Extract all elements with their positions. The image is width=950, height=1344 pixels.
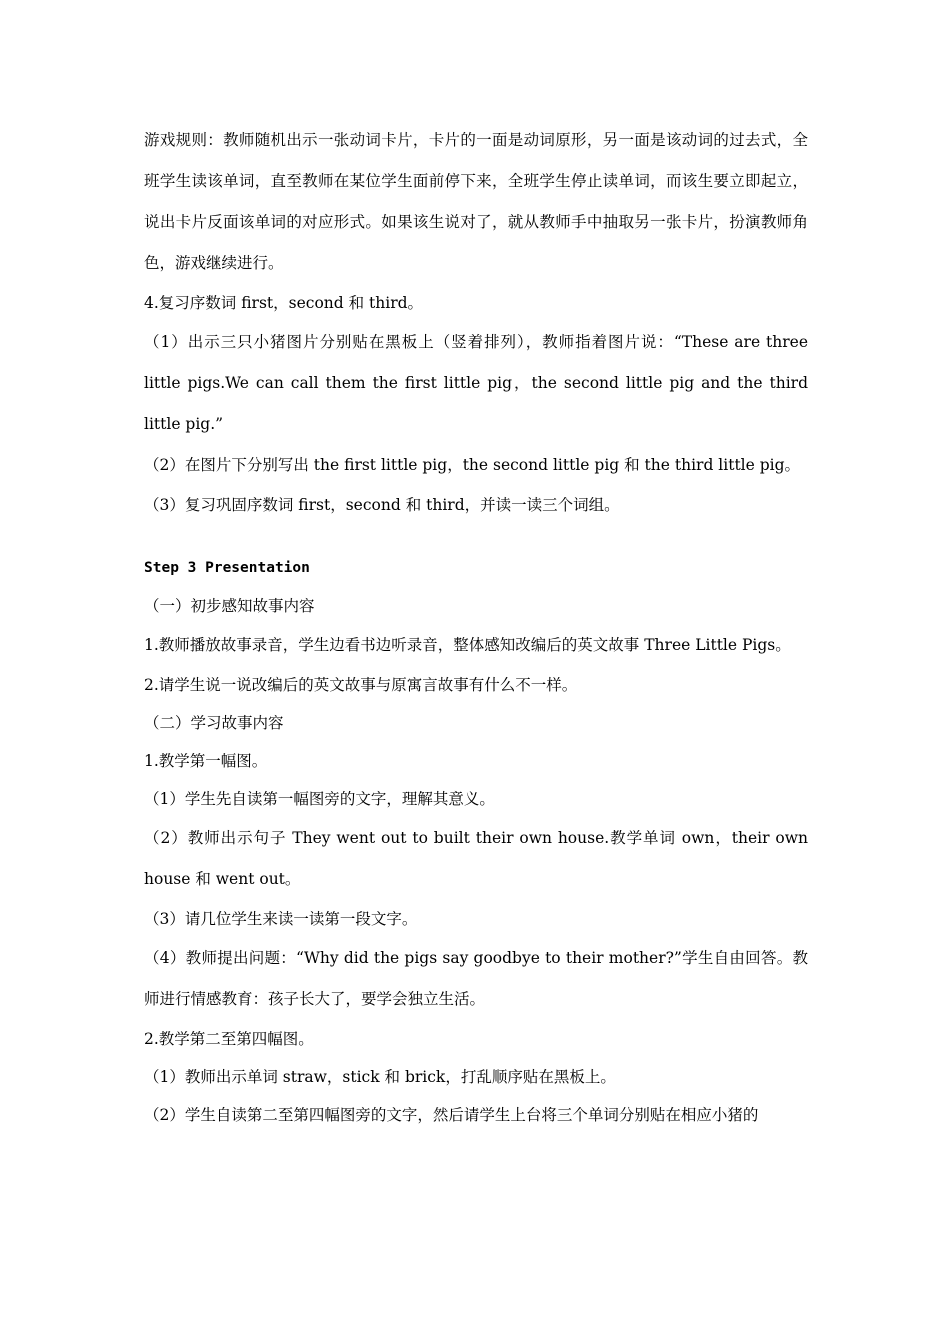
picture1-step-1: （1）学生先自读第一幅图旁的文字，理解其意义。 — [144, 790, 495, 808]
picture1-step-4: （4）教师提出问题：“Why did the pigs say goodbye to their mother?”学生自由回答。教师进行情感教育：孩子长大了，要学会独立生活。 — [144, 949, 808, 1008]
pictures2-4-step-2: （2）学生自读第二至第四幅图旁的文字，然后请学生上台将三个单词分别贴在相应小猪的 — [144, 1106, 759, 1124]
step3-heading: Step 3 Presentation — [144, 560, 310, 576]
part1-heading: （一）初步感知故事内容 — [144, 597, 315, 615]
review-ordinals-step-1: （1）出示三只小猪图片分别贴在黑板上（竖着排列），教师指着图片说：“These are three little pigs.We can call them the first little pig，the second little pig and the third little pig.” — [144, 333, 808, 433]
pictures2-4-step-1: （1）教师出示单词 straw，stick 和 brick，打乱顺序贴在黑板上。 — [144, 1068, 616, 1086]
picture1-step-3: （3）请几位学生来读一读第一段文字。 — [144, 910, 418, 928]
review-ordinals-step-2: （2）在图片下分别写出 the first little pig，the second little pig 和 the third little pig。 — [144, 456, 801, 474]
picture1-item: 1.教学第一幅图。 — [144, 752, 268, 770]
game-rules-paragraph: 游戏规则：教师随机出示一张动词卡片，卡片的一面是动词原形，另一面是该动词的过去式，全班学生读该单词，直至教师在某位学生面前停下来，全班学生停止读单词，而该生要立即起立，说出卡片反面该单词的对应形式。如果该生说对了，就从教师手中抽取另一张卡片，扮演教师角色，游戏继续进行。 — [144, 131, 808, 272]
story-listen-paragraph: 1.教师播放故事录音，学生边看书边听录音，整体感知改编后的英文故事 Three Little Pigs。 — [144, 636, 791, 654]
picture1-step-2: （2）教师出示句子 They went out to built their own house.教学单词 own，their own house 和 went out。 — [144, 829, 808, 888]
document-page — [144, 120, 808, 1134]
story-compare-paragraph: 2.请学生说一说改编后的英文故事与原寓言故事有什么不一样。 — [144, 676, 578, 694]
review-ordinals-step-3: （3）复习巩固序数词 first，second 和 third，并读一读三个词组。 — [144, 496, 620, 514]
review-ordinals-item: 4.复习序数词 first，second 和 third。 — [144, 294, 424, 312]
pictures2-4-item: 2.教学第二至第四幅图。 — [144, 1030, 314, 1048]
part2-heading: （二）学习故事内容 — [144, 714, 284, 732]
